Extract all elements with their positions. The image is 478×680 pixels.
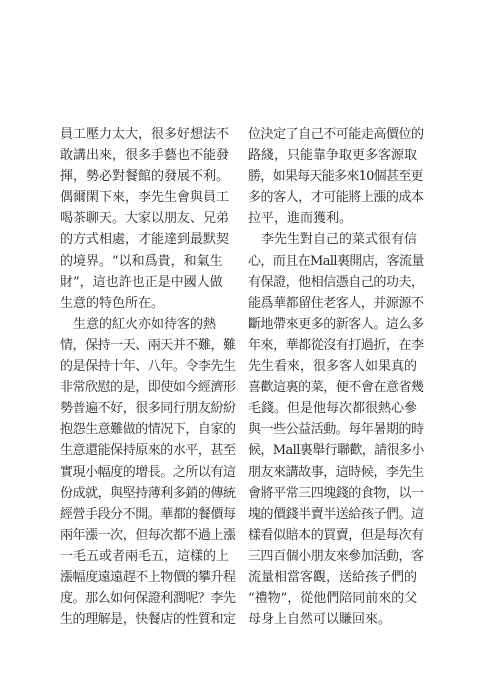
text-line: 塊的價錢半賣半送給孩子們。這 <box>248 506 424 522</box>
text-line: 生的理解是，快餐店的性質和定 <box>60 612 236 628</box>
text-line: 漲幅度遠遠趕不上物價的攀升程 <box>60 569 236 585</box>
text-line: 情，保持一天、兩天并不難，難 <box>60 337 236 353</box>
text-line: 度。那么如何保證利潤呢？李先 <box>60 591 236 607</box>
text-line: 的方式相處，才能達到最默契 <box>60 232 230 248</box>
text-line: 的境界。“以和爲貴，和氣生 <box>60 253 223 269</box>
text-line: 實現小幅度的增長。之所以有這 <box>60 464 236 480</box>
text-line: 心，而且在Mall裏開店，客流量 <box>248 253 424 269</box>
text-line: 喜歡這裏的菜，便不會在意省幾 <box>248 380 424 396</box>
text-line: 敢講出來，很多手藝也不能發 <box>60 148 230 164</box>
text-line: 員工壓力太大，很多好想法不 <box>60 127 230 142</box>
text-line: 的是保持十年、八年。令李先生 <box>60 359 236 375</box>
text-line: 拉平，進而獲利。 <box>248 211 353 227</box>
text-line: 揮，勢必對餐館的發展不利。 <box>60 169 230 185</box>
text-line: 母身上自然可以賺回來。 <box>248 612 392 628</box>
text-line: 與一些公益活動。每年暑期的時 <box>248 422 424 438</box>
text-line: 路綫，只能靠争取更多客源取 <box>248 148 418 164</box>
text-line: “禮物”，從他們陪同前來的父 <box>248 591 418 607</box>
text-line: 年來，華都從沒有打過折，在李 <box>248 337 424 353</box>
text-column-left <box>60 124 236 630</box>
text-line: 候，Mall裏舉行聯歡，請很多小 <box>248 443 424 459</box>
text-line: 抱怨生意難做的情况下，自家的 <box>60 422 236 438</box>
text-line: 三四百個小朋友來參加活動，客 <box>248 548 424 564</box>
text-line: 樣看似賠本的買賣，但是每次有 <box>248 527 424 543</box>
text-column-right <box>248 124 424 630</box>
text-line: 有保證，他相信憑自己的功夫， <box>248 274 424 290</box>
text-line: 兩年漲一次，但每次都不過上漲 <box>60 527 236 543</box>
text-line: 經營手段分不開。華都的餐價每 <box>60 506 236 522</box>
text-line: 朋友來講故事，這時候，李先生 <box>248 464 424 480</box>
text-line: 一毛五或者兩毛五，這樣的上 <box>60 548 230 564</box>
text-line: 能爲華都留住老客人，并源源不 <box>248 295 424 311</box>
text-line: 李先生對自己的菜式很有信 <box>248 232 418 248</box>
text-line: 勢普遍不好，很多同行朋友紛紛 <box>60 401 236 417</box>
text-line: 生意的特色所在。 <box>60 295 165 311</box>
text-line: 喝茶聊天。大家以朋友、兄弟 <box>60 211 230 227</box>
text-line: 偶爾閑下來，李先生會與員工 <box>60 190 230 206</box>
text-line: 生意還能保持原來的水平，甚至 <box>60 443 236 459</box>
text-line: 會將平常三四塊錢的食物，以一 <box>248 485 424 501</box>
text-line: 斷地帶來更多的新客人。這么多 <box>248 316 424 332</box>
text-line: 先生看來，很多客人如果真的 <box>248 359 418 375</box>
text-line: 流量相當客觀，送給孩子們的 <box>248 569 418 585</box>
text-line: 財”，這也許也正是中國人做 <box>60 274 223 290</box>
text-line: 非常欣慰的是，即使如今經濟形 <box>60 380 236 396</box>
text-line: 份成就，與堅持薄利多銷的傳統 <box>60 485 236 501</box>
text-line: 勝，如果每天能多來10個甚至更 <box>248 169 423 185</box>
text-line: 毛錢。但是他每次都很熱心參 <box>248 401 418 417</box>
text-line: 生意的紅火亦如待客的熱 <box>60 316 217 332</box>
text-line: 多的客人，才可能將上漲的成本 <box>248 190 424 206</box>
text-line: 位決定了自己不可能走高價位的 <box>248 127 424 142</box>
